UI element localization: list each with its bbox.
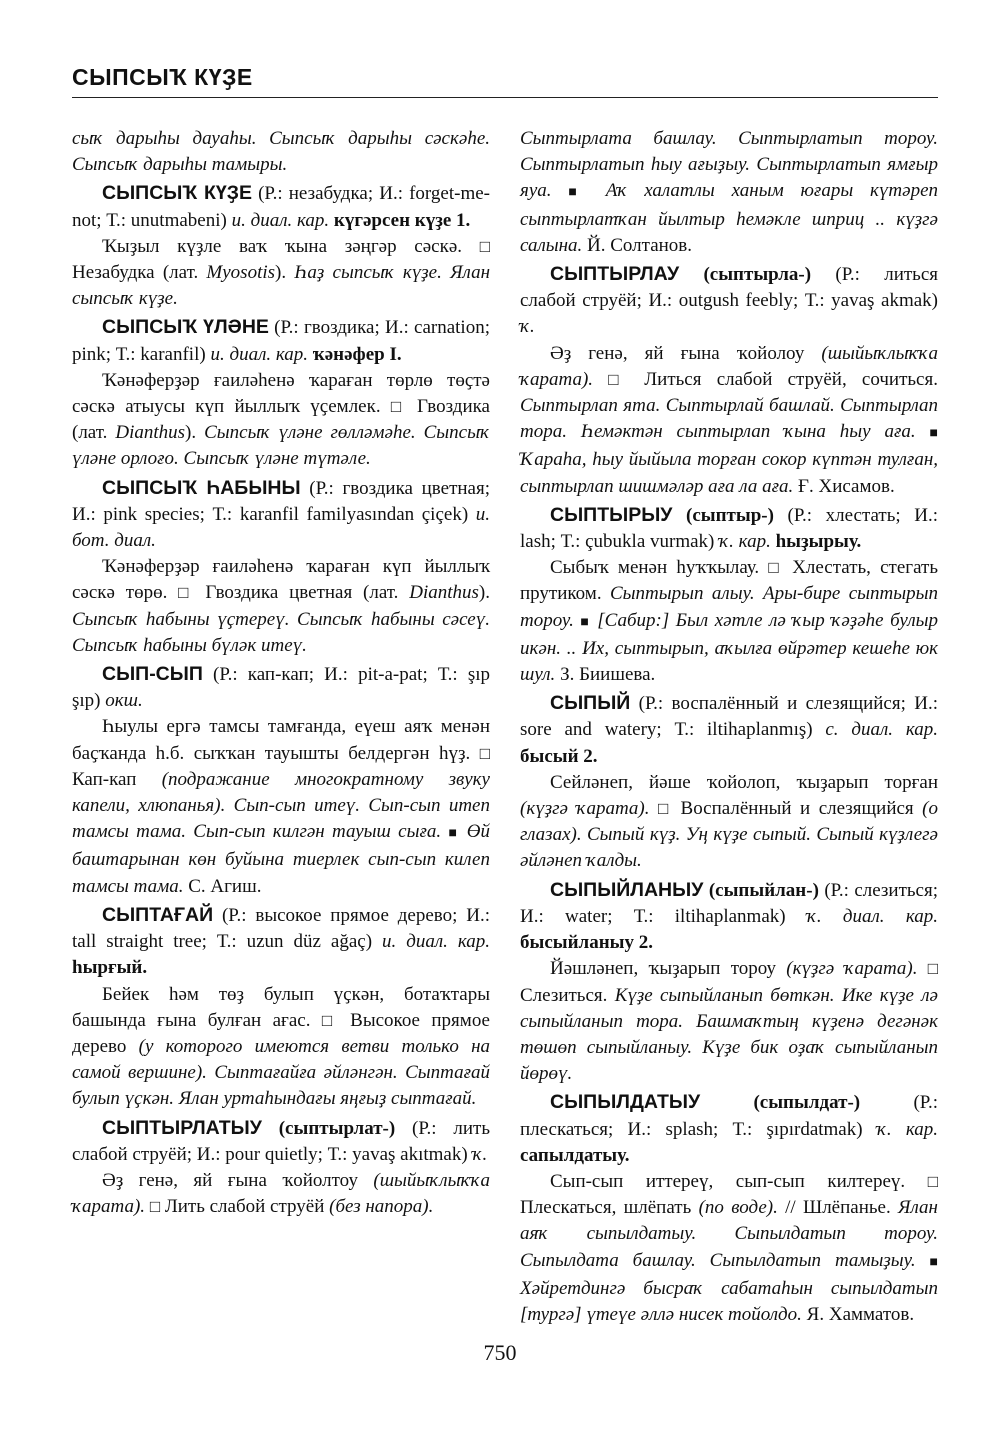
entry-definition: Сыбыҡ менән һуҡҡылау. □ Хлестать, стегать прутиком. Сыптырып алыу. Ары-бире сыптырып тороу. ■ [Сабир:] Был хәтле лә ҡыр ҡәҙәһе булыр икән. .. Их, сыптырып, аҡылға өйрәтер кешеһе юк шул. З. Биишева. — [520, 557, 939, 686]
example-text: (о глазах). Сыпый күҙ. Уң күҙе сыпый. Сыпый күҙлегә әйләнеп ҡалды. — [520, 798, 938, 872]
entry-definition: Һыулы ергә тамсы тамғанда, еүеш аяҡ менән баҫҡанда һ.б. сыҡҡан тауышты белдергән һүҙ. □ Кап-кап (подражание многократному звуку капели, хлюпанья). Сып-сып итеү. Сып-сып итеп тамсы тама. Сып-сып килгән тауыш сыға. ■ Өй баштарынан көн буйына тиерлек сып-сып килеп тамсы тама. С. Агиш. — [72, 716, 491, 897]
entry-definition: Әҙ генә, яй ғына ҡойолтоу (шыйыҡлыҡҡа ҡарата). □ Лить слабой струёй (без напора). — [72, 1169, 490, 1218]
headword: СЫПТЫРЛАУ — [550, 263, 680, 286]
entry-continuation — [520, 126, 938, 259]
quotation: Өй баштарынан көн буйына тиерлек сып-сып килеп тамсы тама. — [72, 821, 491, 897]
example-text: Сыптырлап ята. Сыптырлай башлай. Сыптырлап тора. Һемәктән сыптырлап ҡына һыу аға. — [520, 395, 938, 443]
square-marker: □ — [149, 1197, 161, 1217]
entry-header — [520, 1089, 938, 1169]
grammar-labels: ҡ. кар. — [719, 531, 771, 553]
grammar-labels: и. диал. кар. — [210, 343, 309, 365]
translations: (Р.: высокое прямое дерево; И.: tall straight tree; Т.: uzun düz ağaç) — [72, 904, 490, 953]
stem: (сыпыйлан-) — [708, 879, 819, 901]
square-marker: □ — [927, 959, 939, 979]
square-marker: □ — [608, 369, 630, 389]
square-marker: □ — [768, 558, 784, 578]
headword: СЫПЫЛДАТЫУ — [550, 1091, 701, 1114]
headword: СЫПЫЙ — [550, 692, 631, 715]
grammar-labels: окш. — [105, 690, 143, 712]
grammar-labels: ҡ. диал. кар. — [806, 905, 938, 927]
grammar-labels: и. диал. кар. — [382, 931, 490, 953]
square-marker: □ — [178, 583, 195, 603]
translations: (Р.: гвоздика цветная; И.: pink species; Т.: karanfil familyasından çiçek) — [72, 477, 490, 525]
example-text: Сыпсыҡ үләне гөлләмәһе. Сыпсыҡ үләне орлоғо. Сыпсыҡ үләне түтәле. — [72, 422, 490, 470]
quotation: Ҡараһа, һыу йыйыла торған сокор күптән тулған, сыптырлап шишмәләр аға ла аға. — [520, 449, 938, 497]
entry-header — [520, 877, 938, 957]
example-text: Сыптырлата башлау. Сыптырлатып тороу. Сыптырлатып һыу ағыҙыу. Сыптырлатып ямғыр яуа. — [520, 128, 938, 202]
entry-definition: Йәшләнеп, ҡыҙарып тороу (күҙгә ҡарата). □ Слезиться. Күҙе сыпыйланып бөткән. Ике күҙе лә сыпыйланып тора. Башмаҡтың күҙенә дегәнәк төшөп сыпыйланыу. Күҙе бик оҙаҡ сыпыйланып йөрөү. — [520, 958, 939, 1085]
running-head: СЫПСЫҠ КҮҘЕ — [72, 64, 253, 90]
quotation: Аҡ халатлы ханым юғары күтәреп сыптырлатҡан йылтыр һемәкле шприц .. күҙгә салына. — [520, 180, 939, 256]
entry-header — [72, 314, 490, 367]
square-marker: □ — [658, 799, 673, 819]
translations: (Р.: гвоздика; И.: carnation; pink; Т.: karanfil) — [72, 317, 490, 365]
block-marker: ■ — [929, 1254, 939, 1270]
entry-header — [520, 261, 938, 341]
quote-author: С. Агиш. — [183, 875, 262, 897]
cross-reference: бысый 2. — [520, 745, 598, 767]
headword: СЫПСЫҠ КҮҘЕ — [102, 182, 252, 205]
square-marker: □ — [390, 397, 407, 417]
cross-reference: ҡәнәфер I. — [312, 343, 402, 365]
entry-definition: Бейек һәм төҙ булып үҫкән, ботаҡтары башында ғына булған ағас. □ Высокое прямое дерево (у которого имеются ветви только на самой вершине). Сыптағайға әйләнгән. Сыптағай булып үҫкән. Ялан уртаһындағы яңғыҙ сыптағай. — [72, 983, 491, 1110]
grammar-labels: ҡ. кар. — [876, 1118, 938, 1140]
headword: СЫПТЫРЫУ — [550, 503, 673, 526]
square-marker: □ — [927, 1171, 938, 1191]
block-marker: ■ — [580, 614, 591, 630]
translations: (Р.: воспалённый и слезящийся; И.: sore and watery; Т.: iltihaplanmış) — [520, 693, 938, 741]
entry-header — [72, 902, 490, 982]
example-text: Сыптырып алыу. Ары-бире сыптырып тороу. — [520, 583, 938, 631]
right-column — [520, 126, 938, 1328]
block-marker: ■ — [568, 185, 589, 201]
cross-reference: сапылдатыу. — [520, 1144, 630, 1166]
headword: СЫПТЫРЛАТЫУ — [102, 1116, 262, 1139]
quote-author: Я. Хамматов. — [801, 1303, 915, 1325]
quotation: [Сабир:] Был хәтле лә ҡыр ҡәҙәһе булыр икән. .. Их, сыптырып, аҡылға өйрәтер кешеһе юк шул. — [520, 609, 939, 686]
stem: (сыптырлат-) — [278, 1117, 396, 1139]
entry-header — [72, 661, 490, 714]
quote-author: Ғ. Хисамов. — [793, 475, 895, 497]
entry-definition: Әҙ генә, яй ғына ҡойолоу (шыйыҡлыҡҡа ҡарата). □ Литься слабой струёй, сочиться. Сыптырлап ята. Сыптырлай башлай. Сыптырлап тора. Һемәктән сыптырлап ҡына һыу аға. ■ Ҡараһа, һыу йыйыла торған сокор күптән тулған, сыптырлап шишмәләр аға ла аға. Ғ. Хисамов. — [520, 342, 939, 497]
example-text: Һаҙ сыпсыҡ күҙе. Ялан сыпсыҡ күҙе. — [72, 262, 490, 310]
translations: (Р.: литься слабой струёй; И.: outgush feebly; Т.: yavaş akmak) — [520, 264, 939, 312]
headword: СЫПСЫҠ ҺАБЫНЫ — [102, 476, 301, 499]
left-column — [72, 126, 490, 1220]
entry-definition: Сып-сып иттереү, сып-сып килтереү. □ Плескаться, шлёпать (по воде). // Шлёпанье. Ялан аяҡ сыпылдатыу. Сыпылдатып тороу. Сыпылдата башлау. Сыпылдатып тамыҙыу. ■ Хәйретдингә бысраҡ сабатаһын сыпылдатып [тургә] үтеүе әллә нисек тойолдо. Я. Хамматов. — [520, 1170, 939, 1325]
block-marker: ■ — [929, 426, 939, 442]
quotation: Хәйретдингә бысраҡ сабатаһын сыпылдатып [тургә] үтеүе әллә нисек тойолдо. — [520, 1277, 938, 1325]
headword: СЫП-СЫП — [102, 663, 203, 686]
translations: (Р.: хлестать; И.: lash; Т.: çubukla vurmak) — [520, 504, 939, 553]
grammar-labels: и. бот. диал. — [72, 503, 490, 552]
entry-header — [72, 475, 490, 555]
cross-reference: күгәрсен күҙе 1. — [333, 209, 471, 231]
grammar-labels: ҡ. — [520, 316, 535, 338]
stem: (сыптыр-) — [686, 504, 774, 526]
page-number: 750 — [483, 1340, 517, 1365]
example-text: (у которого имеются ветви только на самой вершине). Сыптағайға әйләнгән. Сыптағай булып үҫкән. Ялан уртаһындағы яңғыҙ сыптағай. — [72, 1035, 491, 1110]
grammar-labels: с. диал. кар. — [825, 719, 938, 741]
translations: (Р.: слезиться; И.: water; Т.: iltihaplanmak) — [520, 879, 938, 927]
translations: (Р.: кап-кап; И.: pit-a-pat; Т.: şıp şıp) — [72, 664, 490, 712]
entry-definition: Сейләнеп, йәше ҡойолоп, ҡыҙарып торған (күҙгә ҡарата). □ Воспалённый и слезящийся (о глазах). Сыпый күҙ. Уң күҙе сыпый. Сыпый күҙлегә әйләнеп ҡалды. — [520, 771, 938, 872]
entry-header — [520, 502, 938, 555]
headword: СЫПСЫҠ ҮЛӘНЕ — [102, 316, 269, 339]
cross-reference: һырғый. — [72, 957, 148, 979]
square-marker: □ — [321, 1010, 339, 1030]
example-text: сыҡ дарыһы дауаһы. Сыпсыҡ дарыһы сәскәһе. Сыпсыҡ дарыһы тамыры. — [72, 128, 490, 176]
cross-reference: һыҙырыу. — [775, 531, 862, 553]
square-marker: □ — [479, 236, 490, 256]
translations: (Р.: плескаться; И.: splash; Т.: şıpırdatmak) — [520, 1092, 938, 1140]
entry-header — [72, 1115, 490, 1168]
cross-reference: бысыйланыу 2. — [520, 932, 653, 954]
example-text: Ялан аяҡ сыпылдатыу. Сыпылдатып тороу. Сыпылдата башлау. Сыпылдатып тамыҙыу. — [520, 1197, 938, 1271]
square-marker: □ — [479, 743, 490, 763]
entry-continuation — [72, 126, 490, 178]
block-marker: ■ — [448, 826, 460, 842]
entry-definition: Ҡәнәферҙәр ғаиләһенә ҡараған күп йыллыҡ сәскә төрө. □ Гвоздика цветная (лат. Dianthus). Сыпсыҡ һабыны үҫтереү. Сыпсыҡ һабыны сәсеү. Сыпсыҡ һабыны бүләк итеү. — [72, 556, 490, 656]
entry-definition: Ҡыҙыл күҙле ваҡ ҡына зәңгәр сәскә. □ Незабудка (лат. Myosotis). Һаҙ сыпсыҡ күҙе. Ялан сыпсыҡ күҙе. — [72, 235, 490, 310]
stem: (сыпылдат-) — [753, 1092, 861, 1114]
grammar-labels: ҡ. — [472, 1143, 488, 1165]
example-text: Сыпсыҡ һабыны үҫтереү. Сыпсыҡ һабыны сәсеү. Сыпсыҡ һабыны бүләк итеү. — [72, 608, 490, 656]
stem: (сыптырла-) — [703, 264, 812, 286]
grammar-labels: и. диал. кар. — [231, 209, 330, 231]
example-text: Күҙе сыпыйланып бөткән. Ике күҙе лә сыпыйланып тора. Башмаҡтың күҙенә дегәнәк төшөп сыпыйланыу. Күҙе бик оҙаҡ сыпыйланып йөрөү. — [520, 984, 938, 1085]
headword: СЫПЫЙЛАНЫУ — [550, 878, 704, 901]
entry-header — [520, 690, 938, 770]
entry-definition: Ҡәнәферҙәр ғаиләһенә ҡараған төрлө төҫтә сәскә атыусы күп йыллыҡ үҫемлек. □ Гвоздика (лат. Dianthus). Сыпсыҡ үләне гөлләмәһе. Сыпсыҡ үләне орлоғо. Сыпсыҡ үләне түтәле. — [72, 369, 490, 470]
quote-author: З. Биишева. — [555, 664, 656, 686]
translations: (Р.: лить слабой струёй; И.: pour quietly; Т.: yavaş akıtmak) — [72, 1117, 491, 1165]
header-rule — [72, 97, 938, 98]
quote-author: Й. Солтанов. — [582, 234, 693, 256]
headword: СЫПТАҒАЙ — [102, 903, 214, 926]
translations: (Р.: незабудка; И.: forget-me-not; Т.: unutmabeni) — [72, 183, 490, 231]
entry-header — [72, 180, 490, 233]
